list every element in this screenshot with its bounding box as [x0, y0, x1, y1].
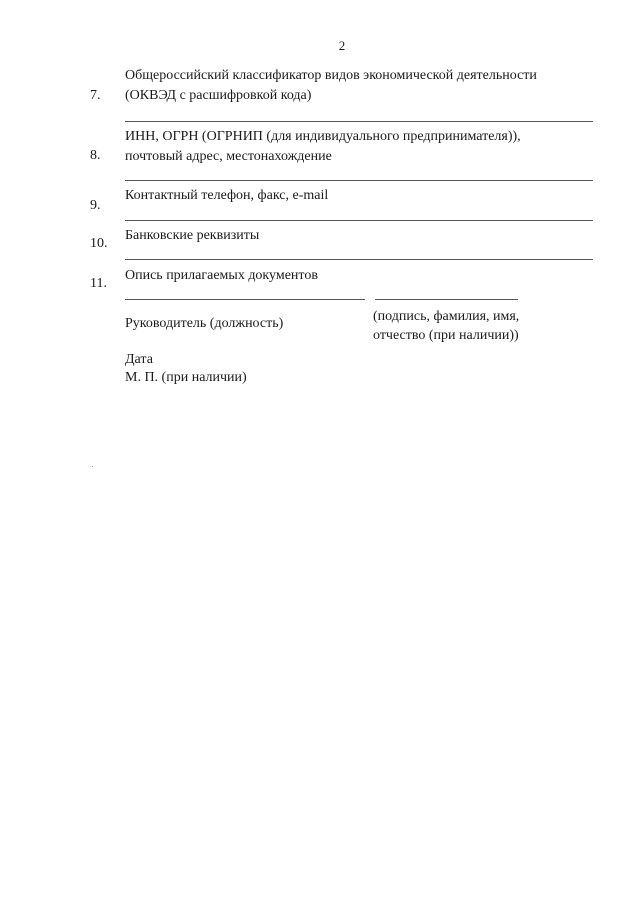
signature-hint-line2: отчество (при наличии)) — [373, 328, 519, 343]
item-8-fill-line — [125, 180, 593, 181]
item-7-number: 7. — [90, 88, 101, 103]
item-8-label-line1: ИНН, ОГРН (ОГРНИП (для индивидуального предпринимателя)), — [125, 129, 521, 144]
item-7-label-line2: (ОКВЭД с расшифровкой кода) — [125, 88, 312, 103]
page-number: 2 — [338, 38, 346, 53]
date-label: Дата — [125, 352, 153, 367]
signature-hint-line1: (подпись, фамилия, имя, — [373, 309, 520, 324]
signature-line — [375, 299, 518, 300]
item-9-fill-line — [125, 220, 593, 221]
item-9-label: Контактный телефон, факс, e-mail — [125, 188, 329, 203]
item-10-label: Банковские реквизиты — [125, 228, 260, 243]
item-11-label: Опись прилагаемых документов — [125, 268, 318, 283]
item-7-fill-line — [125, 121, 593, 122]
item-8-label-line2: почтовый адрес, местонахождение — [125, 149, 332, 164]
item-11-number: 11. — [90, 276, 107, 291]
item-8-number: 8. — [90, 148, 101, 163]
item-9-number: 9. — [90, 198, 101, 213]
item-10-fill-line — [125, 259, 593, 260]
item-7-label-line1: Общероссийский классификатор видов экономической деятельности — [125, 68, 537, 83]
item-10-number: 10. — [90, 236, 108, 251]
manager-position-label: Руководитель (должность) — [125, 316, 284, 331]
stamp-label: М. П. (при наличии) — [125, 370, 247, 385]
scan-speck — [92, 466, 93, 467]
manager-position-line — [125, 299, 365, 300]
